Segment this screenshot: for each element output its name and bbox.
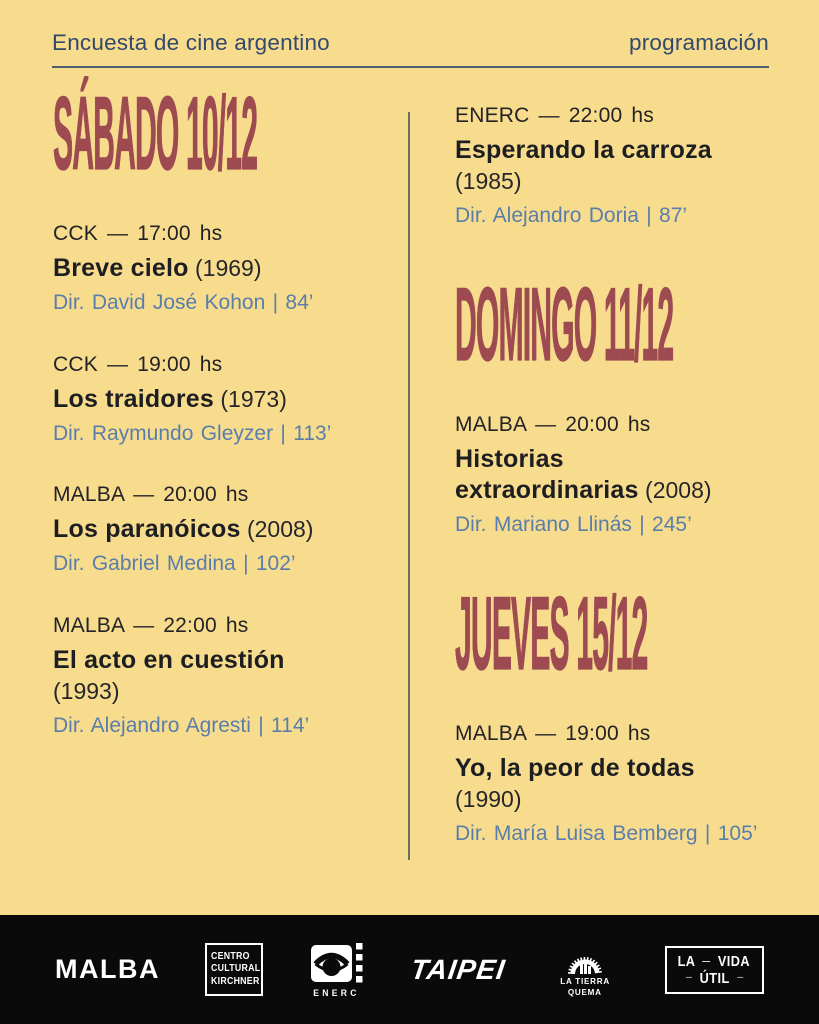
day-heading-text: JUEVES 15/12 xyxy=(455,575,648,692)
la-vida-util-row xyxy=(676,953,753,970)
film-title-line xyxy=(53,253,355,284)
film-year: (1969) xyxy=(188,254,262,281)
taipei-logo: TAIPEI xyxy=(408,953,508,985)
column-divider xyxy=(408,112,410,860)
film-year: (2008) xyxy=(240,516,314,543)
right-column xyxy=(455,102,773,904)
film-entry xyxy=(53,351,355,449)
la-vida-util-word: ÚTIL xyxy=(699,969,730,987)
film-title-line xyxy=(455,444,773,475)
director-duration-line: Dir. Gabriel Medina | 102’ xyxy=(53,552,296,576)
film-year: (1993) xyxy=(53,677,120,704)
la-vida-util-logo xyxy=(665,946,764,994)
film-entry xyxy=(455,102,773,231)
film-title-line xyxy=(455,475,773,506)
venue-time-line: CCK — 17:00 hs xyxy=(53,222,223,245)
director-duration-line: Dir. Alejandro Agresti | 114’ xyxy=(53,714,310,738)
dash-glyph: — xyxy=(685,975,692,981)
dash-glyph: — xyxy=(737,975,744,981)
sponsor-footer xyxy=(0,915,819,1024)
film-title-line xyxy=(53,514,355,545)
venue-time-line: MALBA — 19:00 hs xyxy=(455,721,651,745)
day-heading-text: SÁBADO 10/12 xyxy=(53,76,258,192)
day-heading-thursday xyxy=(455,575,773,692)
director-duration-line: Dir. David José Kohon | 84’ xyxy=(53,291,314,315)
film-title: Historias xyxy=(455,444,564,473)
venue-time-line: MALBA — 22:00 hs xyxy=(53,613,249,637)
film-entry xyxy=(53,612,355,741)
enerc-eye-icon xyxy=(311,942,363,986)
day-heading-sunday xyxy=(455,266,773,383)
film-year: (1973) xyxy=(213,385,287,412)
day-heading-text: DOMINGO 11/12 xyxy=(455,266,674,383)
film-title: Los traidores xyxy=(53,384,214,413)
film-year: (2008) xyxy=(638,477,712,504)
director-duration-line: Dir. María Luisa Bemberg | 105’ xyxy=(455,822,758,846)
director-duration-line: Dir. Mariano Llinás | 245’ xyxy=(455,513,692,537)
venue-time-line: MALBA — 20:00 hs xyxy=(455,412,651,436)
film-year: (1985) xyxy=(455,168,522,195)
malba-logo: MALBA xyxy=(55,954,160,984)
film-title-line xyxy=(53,384,355,415)
enerc-logo xyxy=(308,942,366,998)
director-duration-line: Dir. Raymundo Gleyzer | 113’ xyxy=(53,421,332,445)
la-vida-util-word: VIDA xyxy=(717,952,751,970)
sunburst-icon xyxy=(552,942,618,976)
header-divider xyxy=(52,66,769,68)
cck-logo-line: KIRCHNER xyxy=(210,975,260,987)
film-title-line xyxy=(455,135,773,166)
venue-time-line: ENERC — 22:00 hs xyxy=(455,104,654,127)
header xyxy=(52,30,769,56)
tierra-quema-label-line: QUEMA xyxy=(568,986,603,997)
film-title: Yo, la peor de todas xyxy=(455,753,695,782)
film-title: Los paranóicos xyxy=(53,515,241,544)
director-duration-line: Dir. Alejandro Doria | 87’ xyxy=(455,204,688,228)
film-title-line xyxy=(455,753,773,784)
film-title: Breve cielo xyxy=(53,253,189,282)
film-entry xyxy=(53,220,355,318)
day-heading-saturday xyxy=(53,76,355,192)
film-entry xyxy=(455,720,773,849)
cck-logo-line: CENTRO xyxy=(210,951,250,963)
la-vida-util-row xyxy=(676,970,753,987)
film-title: Esperando la carroza xyxy=(455,135,712,164)
film-year: (1990) xyxy=(455,785,522,812)
film-title-line xyxy=(455,166,773,197)
enerc-logo-label: ENERC xyxy=(313,987,361,998)
film-title-line xyxy=(455,784,773,815)
cck-logo-line: CULTURAL xyxy=(210,963,261,975)
film-title: extraordinarias xyxy=(455,476,639,505)
film-entry xyxy=(53,481,355,579)
venue-time-line: MALBA — 20:00 hs xyxy=(53,483,249,507)
header-right-label: programación xyxy=(629,30,769,55)
film-title-line xyxy=(53,676,355,707)
tierra-quema-label-line: LA TIERRA xyxy=(560,975,610,986)
left-column xyxy=(53,76,355,774)
page-title: Encuesta de cine argentino xyxy=(52,30,330,55)
la-tierra-quema-logo xyxy=(550,942,620,997)
venue-time-line: CCK — 19:00 hs xyxy=(53,352,223,376)
centro-cultural-kirchner-logo xyxy=(205,943,263,996)
film-title-line xyxy=(53,645,355,676)
film-entry xyxy=(455,411,773,540)
dash-glyph: — xyxy=(702,956,711,966)
film-title: El acto en cuestión xyxy=(53,645,285,674)
la-vida-util-word: LA xyxy=(677,952,696,970)
